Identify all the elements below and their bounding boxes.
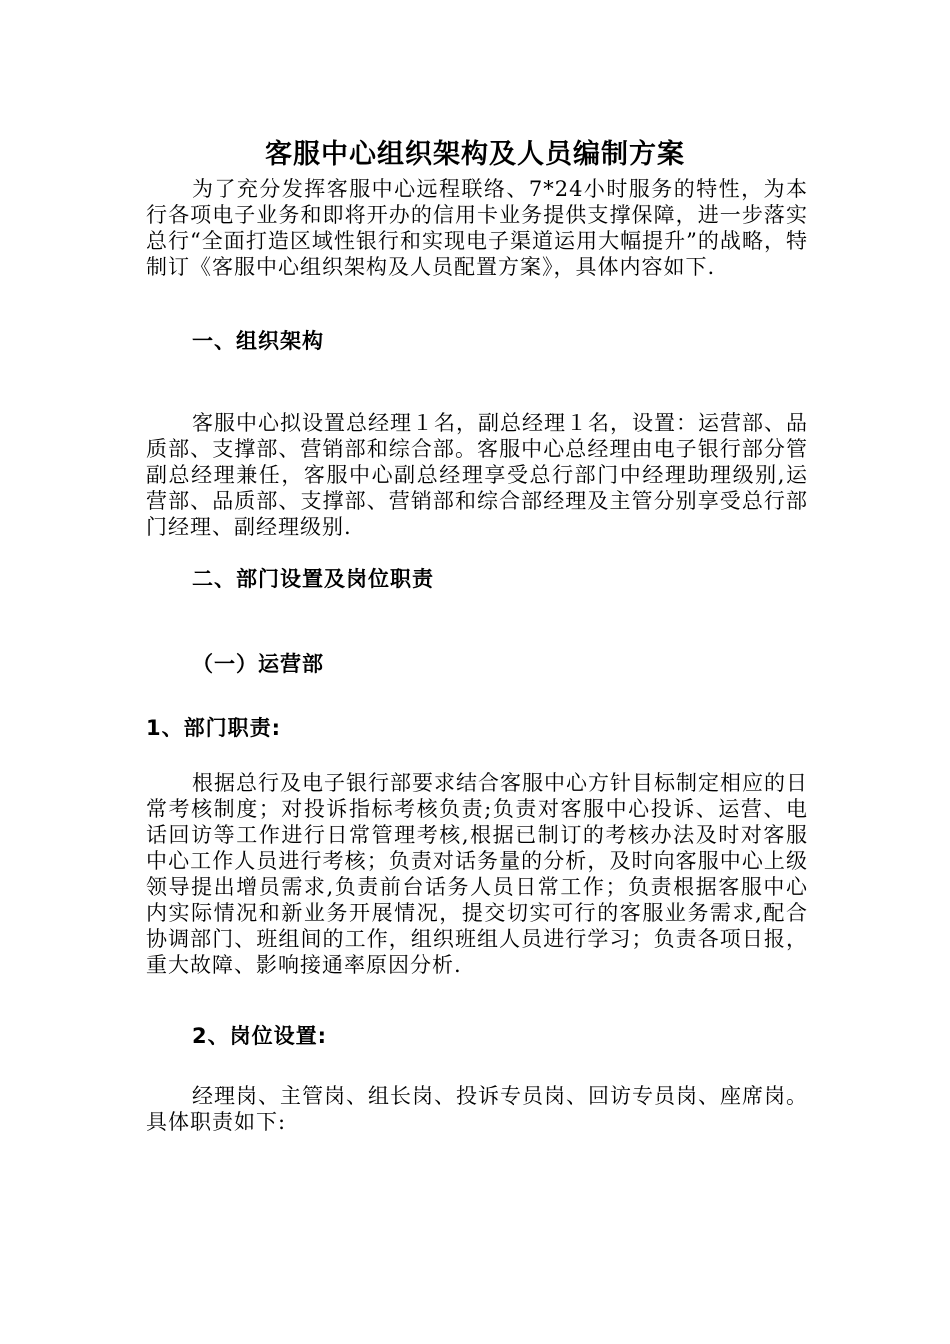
document-title: 客服中心组织架构及人员编制方案 xyxy=(265,139,685,170)
item-heading-department-duties: 1、部门职责: xyxy=(146,716,282,740)
organization-paragraph: 客服中心拟设置总经理１名，副总经理１名，设置：运营部、品质部、支撑部、营销部和综合部。客服中心总经理由电子银行部分管副总经理兼任，客服中心副总经理享受总行部门中经理助理级别,运营部、品质部、支撑部、营销部和综合部经理及主管分别享受总行部门经理、副经理级别. xyxy=(146,411,808,539)
department-duties-paragraph: 根据总行及电子银行部要求结合客服中心方针目标制定相应的日常考核制度；对投诉指标考核负责;负责对客服中心投诉、运营、电话回访等工作进行日常管理考核,根据已制订的考核办法及时对客服中心工作人员进行考核；负责对话务量的分析，及时向客服中心上级领导提出增员需求,负责前台话务人员日常工作；负责根据客服中心内实际情况和新业务开展情况，提交切实可行的客服业务需求,配合协调部门、班组间的工作，组织班组人员进行学习；负责各项日报，重大故障、影响接通率原因分析. xyxy=(146,771,808,977)
section-heading-organization: 一、组织架构 xyxy=(192,329,324,353)
section-heading-departments: 二、部门设置及岗位职责 xyxy=(192,567,434,591)
subsection-heading-operations: （一）运营部 xyxy=(192,652,324,676)
item-heading-positions: 2、岗位设置: xyxy=(192,1024,328,1048)
intro-paragraph: 为了充分发挥客服中心远程联络、7*24小时服务的特性，为本行各项电子业务和即将开办的信用卡业务提供支撑保障，进一步落实总行“全面打造区域性银行和实现电子渠道运用大幅提升”的战略，特制订《客服中心组织架构及人员配置方案》，具体内容如下. xyxy=(146,177,808,279)
positions-paragraph: 经理岗、主管岗、组长岗、投诉专员岗、回访专员岗、座席岗。具体职责如下: xyxy=(146,1084,808,1134)
